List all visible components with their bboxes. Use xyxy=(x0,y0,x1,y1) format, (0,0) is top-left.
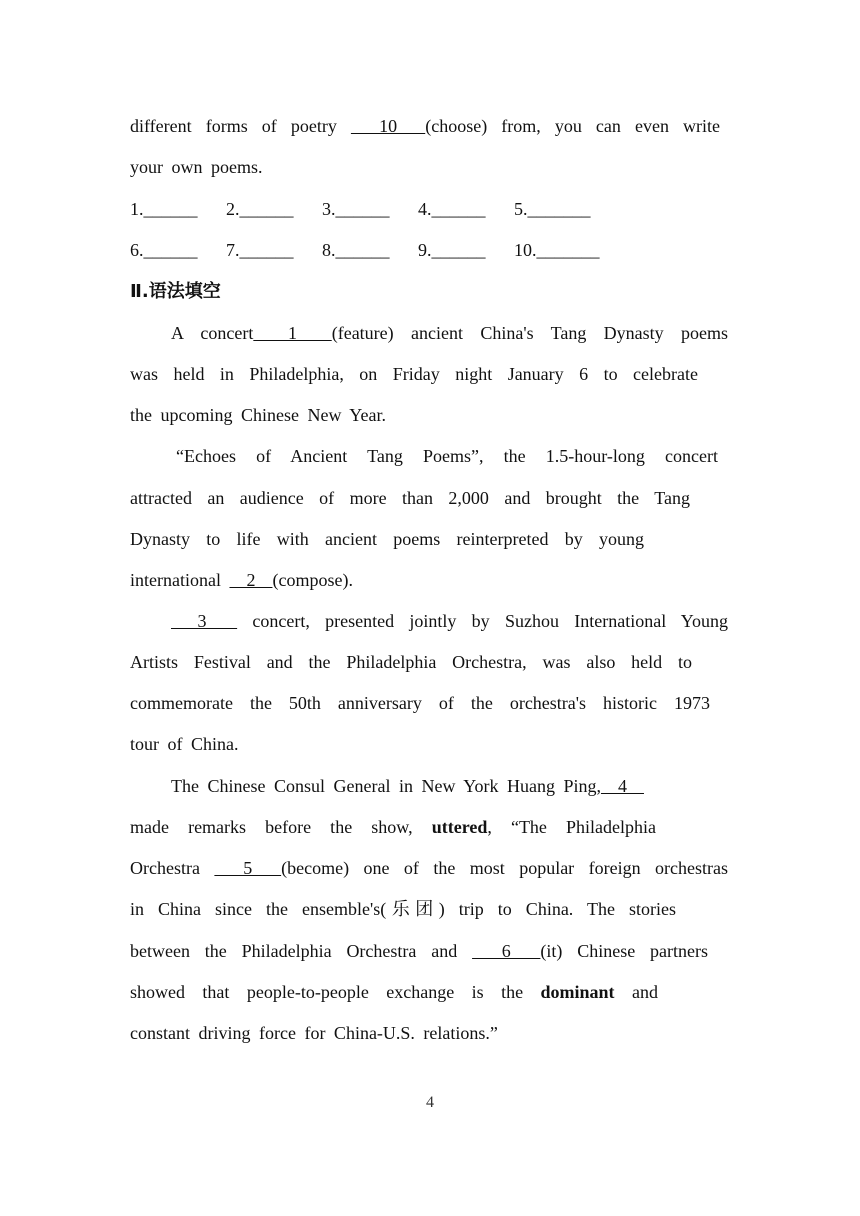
text-span: (it) Chinese partners xyxy=(540,941,709,961)
text-line xyxy=(130,568,353,592)
text-line xyxy=(130,815,656,839)
blank-1: 1 xyxy=(253,323,332,343)
text-line xyxy=(171,321,728,345)
answer-row-1 xyxy=(130,197,610,221)
text-line: “Echoes of Ancient Tang Poems”, the 1.5-hour-long concert xyxy=(176,446,718,466)
text-line: attracted an audience of more than 2,000 and brought the Tang xyxy=(130,488,690,508)
text-line: in China since the ensemble's(乐团) trip to China. The stories xyxy=(130,899,676,919)
section-heading: Ⅱ.语法填空 xyxy=(130,281,221,302)
answer-blank-5: 5._______ xyxy=(514,199,591,219)
text-span: different forms of poetry xyxy=(130,116,351,136)
text-line xyxy=(130,114,720,138)
text-line: Artists Festival and the Philadelphia Orchestra, was also held to xyxy=(130,652,692,672)
blank-2: 2 xyxy=(229,570,273,590)
text-span: concert, presented jointly by Suzhou International Young xyxy=(237,611,728,631)
bold-word: uttered xyxy=(431,817,488,837)
text-span: (choose) from, you can even write xyxy=(425,116,721,136)
text-line xyxy=(171,774,644,798)
text-line: constant driving force for China-U.S. relations.” xyxy=(130,1023,498,1043)
text-span: made remarks before the show, xyxy=(130,817,432,837)
answer-blank-4: 4.______ xyxy=(418,199,486,219)
text-line xyxy=(130,980,658,1004)
answer-blank-8: 8.______ xyxy=(322,240,390,260)
answer-blank-10: 10._______ xyxy=(514,240,600,260)
text-line: was held in Philadelphia, on Friday night January 6 to celebrate xyxy=(130,364,698,384)
page-number: 4 xyxy=(426,1094,434,1111)
text-line: your own poems. xyxy=(130,157,263,177)
text-span: (feature) ancient China's Tang Dynasty poems xyxy=(331,323,729,343)
text-line: the upcoming Chinese New Year. xyxy=(130,405,386,425)
text-span: between the Philadelphia Orchestra and xyxy=(130,941,473,961)
answer-blank-6: 6.______ xyxy=(130,240,198,260)
text-line xyxy=(130,856,728,880)
text-line: tour of China. xyxy=(130,734,239,754)
text-span: Orchestra xyxy=(130,858,215,878)
answer-blank-7: 7.______ xyxy=(226,240,294,260)
text-span: international xyxy=(130,570,230,590)
answer-blank-3: 3.______ xyxy=(322,199,390,219)
text-line xyxy=(171,609,728,633)
answer-row-2 xyxy=(130,238,610,262)
text-span: (compose). xyxy=(272,570,353,590)
blank-5: 5 xyxy=(214,858,282,878)
text-line: Dynasty to life with ancient poems reinterpreted by young xyxy=(130,529,644,549)
blank-4: 4 xyxy=(600,776,644,796)
bold-word: dominant xyxy=(540,982,615,1002)
blank-6: 6 xyxy=(472,941,541,961)
text-span: A concert xyxy=(171,323,254,343)
text-line: commemorate the 50th anniversary of the orchestra's historic 1973 xyxy=(130,693,710,713)
text-span: (become) one of the most popular foreign orchestras xyxy=(281,858,728,878)
answer-blank-9: 9.______ xyxy=(418,240,486,260)
blank-10: 10 xyxy=(350,116,426,136)
text-span: showed that people-to-people exchange is the xyxy=(130,982,541,1002)
text-span: The Chinese Consul General in New York Huang Ping, xyxy=(171,776,601,796)
text-line xyxy=(130,939,708,963)
blank-3: 3 xyxy=(171,611,238,631)
answer-blank-1: 1.______ xyxy=(130,199,198,219)
answer-blank-2: 2.______ xyxy=(226,199,294,219)
text-span: and xyxy=(614,982,658,1002)
text-span: , “The Philadelphia xyxy=(487,817,656,837)
